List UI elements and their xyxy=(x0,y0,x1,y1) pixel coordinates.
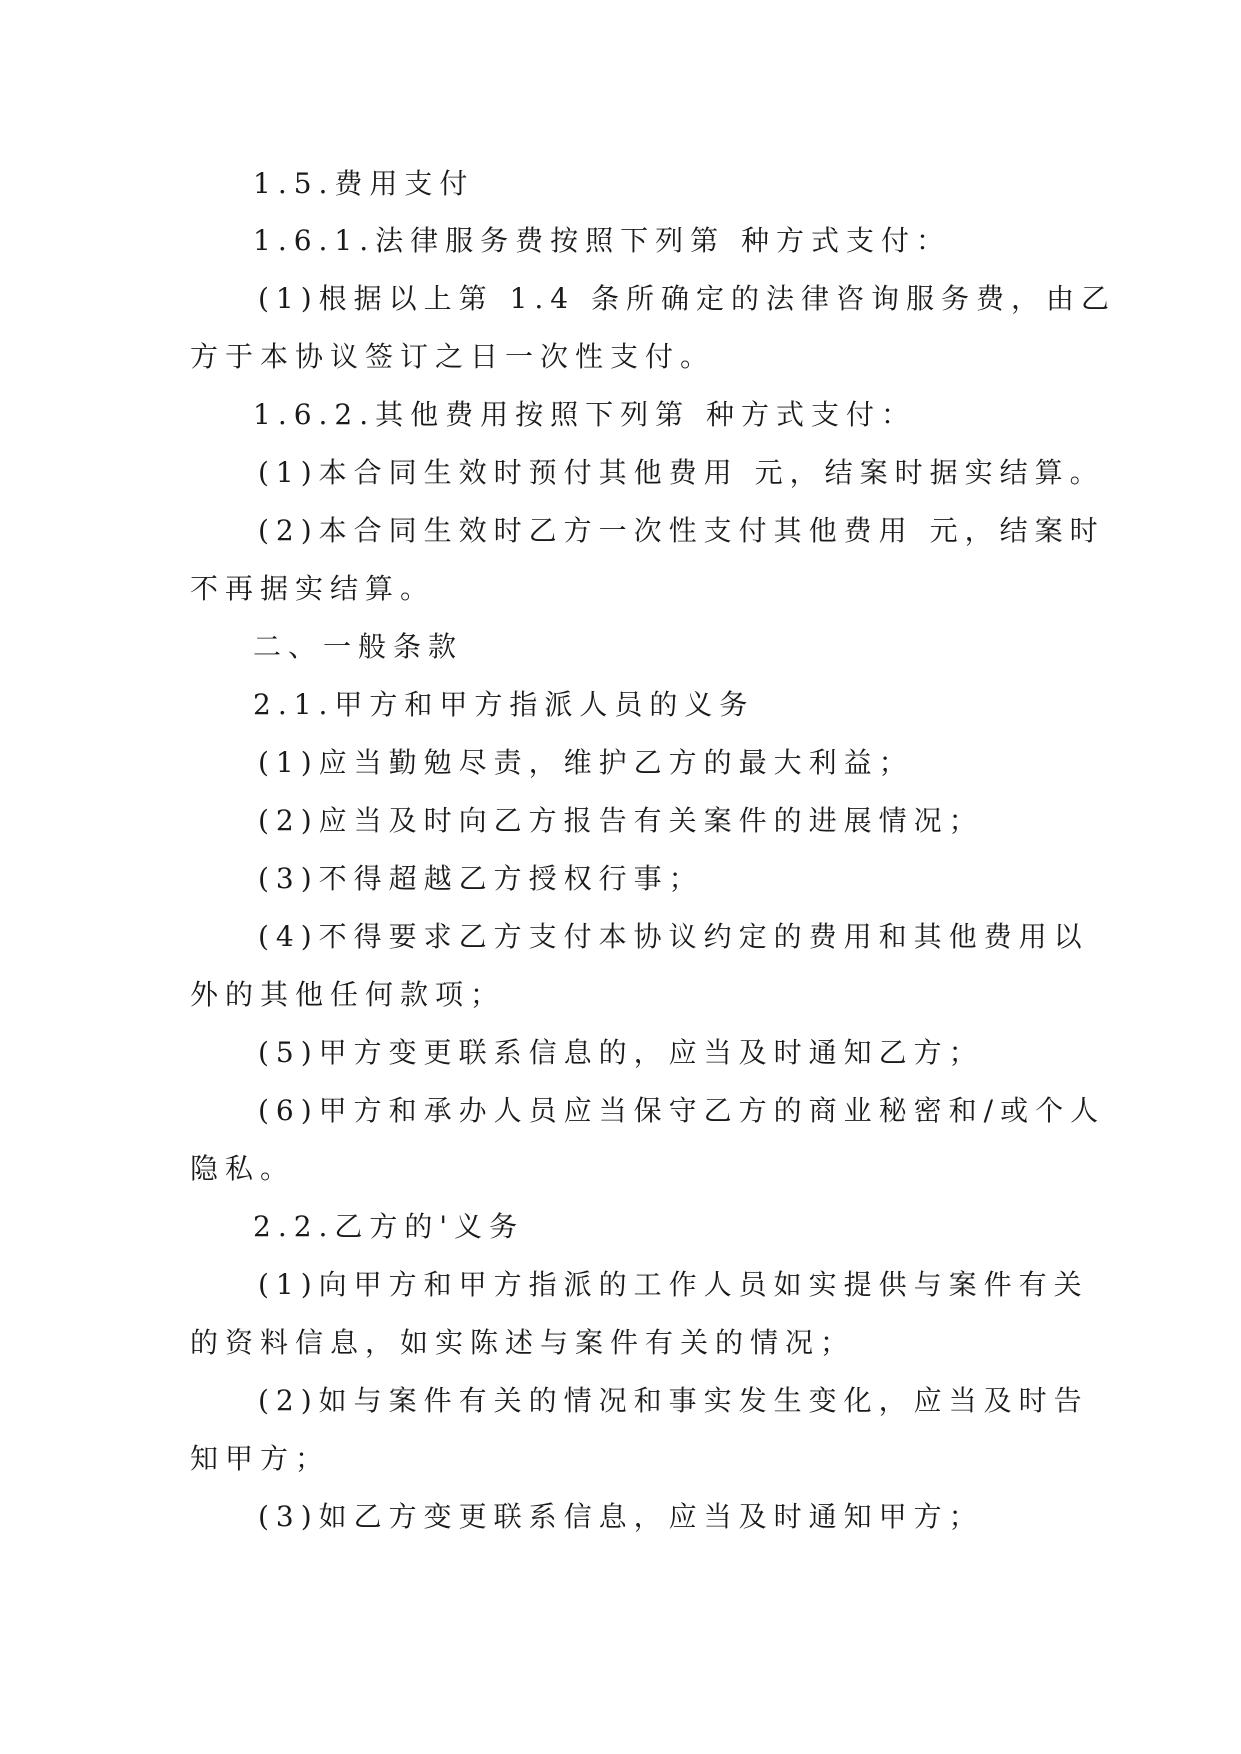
clause-2-2-item-3: (3)如乙方变更联系信息，应当及时通知甲方； xyxy=(258,1500,984,1533)
clause-1-6-1: 1.6.1.法律服务费按照下列第 种方式支付： xyxy=(253,224,952,257)
clause-2-1-item-4-cont: 外的其他任何款项； xyxy=(190,978,506,1011)
clause-1-6-2-item-2: (2)本合同生效时乙方一次性支付其他费用 元，结案时 xyxy=(258,514,1105,547)
clause-2-2-item-2-cont: 知甲方； xyxy=(190,1442,331,1475)
section-heading-1-5: 1.5.费用支付 xyxy=(253,167,475,200)
clause-2-1: 2.1.甲方和甲方指派人员的义务 xyxy=(253,688,755,721)
clause-1-6-1-item-1-cont: 方于本协议签订之日一次性支付。 xyxy=(190,340,716,373)
clause-1-6-1-item-1: (1)根据以上第 1.4 条所确定的法律咨询服务费，由乙 xyxy=(258,282,1116,315)
clause-2-1-item-6: (6)甲方和承办人员应当保守乙方的商业秘密和/或个人 xyxy=(258,1094,1106,1127)
clause-2-1-item-6-cont: 隐私。 xyxy=(190,1152,296,1185)
clause-2-1-item-5: (5)甲方变更联系信息的，应当及时通知乙方； xyxy=(258,1036,984,1069)
clause-2-2-item-1-cont: 的资料信息，如实陈述与案件有关的情况； xyxy=(190,1326,856,1359)
clause-1-6-2-item-1: (1)本合同生效时预付其他费用 元，结案时据实结算。 xyxy=(258,456,1105,489)
clause-2-2: 2.2.乙方的'义务 xyxy=(253,1210,525,1243)
section-heading-general-terms: 二、一般条款 xyxy=(253,630,464,663)
clause-1-6-2: 1.6.2.其他费用按照下列第 种方式支付： xyxy=(253,398,917,431)
clause-1-6-2-item-2-cont: 不再据实结算。 xyxy=(190,572,436,605)
clause-2-2-item-1: (1)向甲方和甲方指派的工作人员如实提供与案件有关 xyxy=(258,1268,1089,1301)
clause-2-2-item-2: (2)如与案件有关的情况和事实发生变化，应当及时告 xyxy=(258,1384,1089,1417)
clause-2-1-item-2: (2)应当及时向乙方报告有关案件的进展情况； xyxy=(258,804,984,837)
clause-2-1-item-4: (4)不得要求乙方支付本协议约定的费用和其他费用以 xyxy=(258,920,1089,953)
clause-2-1-item-1: (1)应当勤勉尽责，维护乙方的最大利益； xyxy=(258,746,914,779)
clause-2-1-item-3: (3)不得超越乙方授权行事； xyxy=(258,862,704,895)
